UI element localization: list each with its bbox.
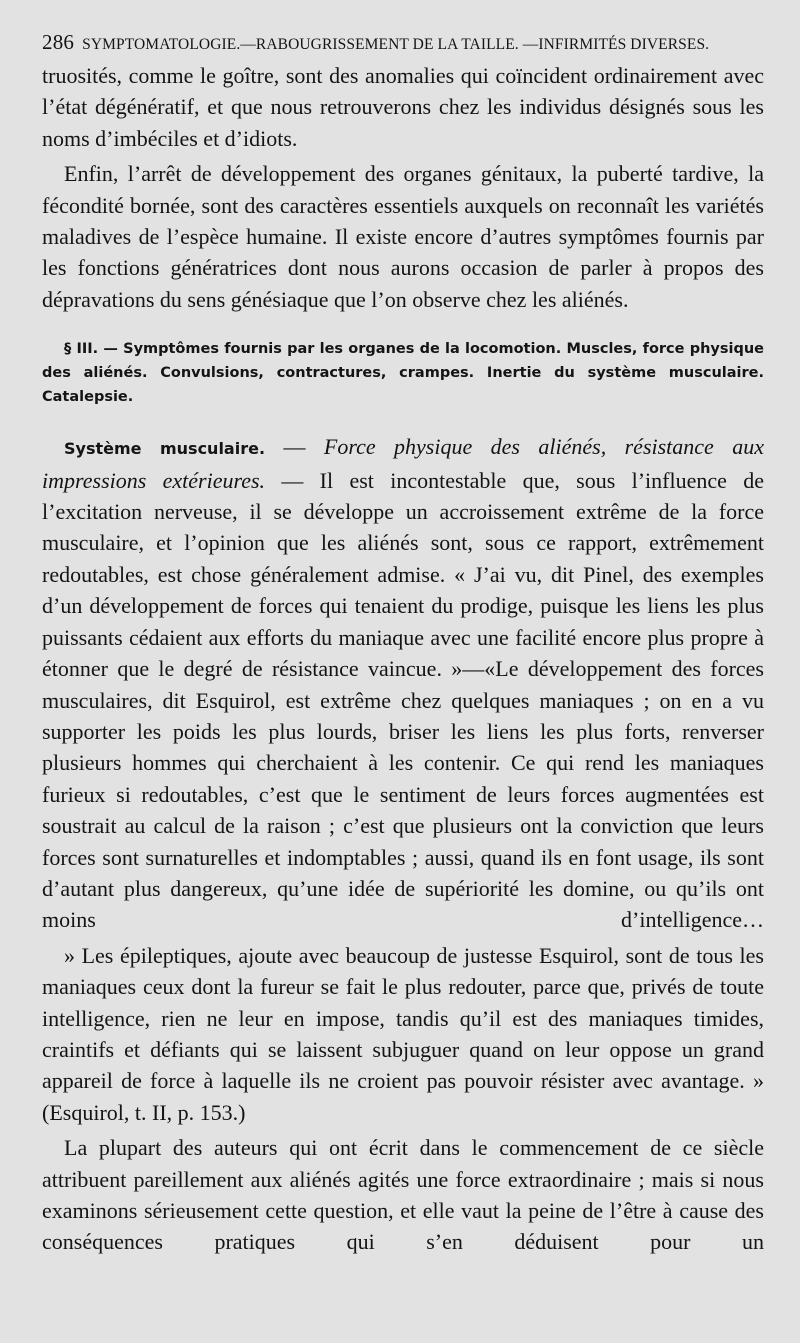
section-heading: § III. — Symptômes fournis par les organes de la locomotion. Muscles, force physique des aliénés. Convulsions, contractures, crampes. Inertie du système musculaire. Catalepsie. xyxy=(42,341,764,406)
paragraph-goitre: truosités, comme le goître, sont des anomalies qui coïncident ordinairement avec l’état dégénératif, et que nous retrouverons chez les individus désignés sous les noms d’imbéciles et d’idiots. xyxy=(42,63,764,151)
running-head xyxy=(42,30,764,60)
running-head-title: SYMPTOMATOLOGIE.—RABOUGRISSEMENT DE LA TAILLE. —INFIRMITÉS DIVERSES. xyxy=(82,36,710,53)
page-number: 286 xyxy=(42,30,75,54)
paragraph-genital-development: Enfin, l’arrêt de développement des organes génitaux, la puberté tardive, la fécondité bornée, sont des caractères essentiels auxquels on reconnaît les variétés maladives de l’espèce humaine. Il existe encore d’autres symptômes fournis par les fonctions génératrices dont nous aurons occasion de parler à propos des dépravations du sens génésiaque que l’on observe chez les aliénés. xyxy=(42,161,764,312)
paragraph-epileptics: » Les épileptiques, ajoute avec beaucoup de justesse Esquirol, sont de tous les maniaques ceux dont la fureur se fait le plus redouter, parce que, privés de toute intelligence, rien ne leur en impose, tandis qu’il est des maniaques timides, craintifs et défiants qui se laissent subjuguer quand on leur oppose un grand appareil de force à laquelle ils ne croient pas pouvoir résister avec avantage. » (Esquirol, t. II, p. 153.) xyxy=(42,942,764,1125)
paragraph-text: — Il est incontestable que, sous l’influence de l’excitation nerveuse, il se développe un accroissement extrême de la force musculaire, et l’opinion que les aliénés sont, sous ce rapport, extrêmement redoutables, est chose généralement admise. « J’ai vu, dit Pinel, des exemples d’un développement de forces qui tenaient du prodige, puisque les liens les plus puissants cédaient aux efforts du maniaque avec une facilité encore plus propre à étonner que le degré de résistance vaincue. »—«Le développement des forces musculaires, dit Esquirol, est extrême chez quelques maniaques ; on en a vu supporter les poids les plus lourds, briser les liens les plus forts, renverser plusieurs hommes qui cherchaient à les contenir. Ce qui rend les maniaques furieux si redoutables, c’est que le sentiment de leurs forces augmentées est soustrait au calcul de la raison ; c’est que plusieurs ont la conviction que leurs forces sont surnaturelles et indomptables ; aussi, quand ils en font usage, ils sont d’autant plus dangereux, qu’une idée de supériorité les domine, ou qu’ils ont moins d’intelligence… xyxy=(42,467,764,933)
paragraph-muscular-system xyxy=(42,431,764,936)
italic-subtitle: Force physique des aliénés, résistance aux impressions extérieures. xyxy=(42,434,765,493)
run-in-dash: — xyxy=(265,434,324,460)
paragraph-authors: La plupart des auteurs qui ont écrit dans le commencement de ce siècle attribuent pareillement aux aliénés agités une force extraordinaire ; mais si nous examinons sérieusement cette question, et elle vaut la peine de l’être à cause des conséquences pratiques qui s’en déduisent pour un xyxy=(42,1135,764,1255)
run-in-heading: Système musculaire. xyxy=(64,439,266,459)
